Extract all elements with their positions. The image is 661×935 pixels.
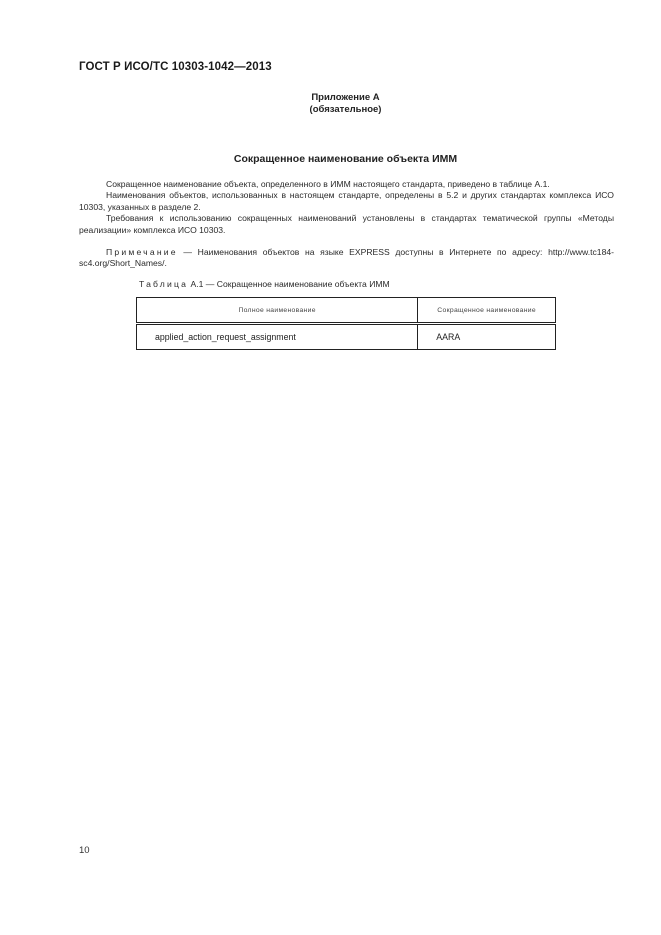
page-number: 10 (79, 845, 90, 856)
document-code: ГОСТ Р ИСО/ТС 10303-1042—2013 (79, 61, 272, 73)
body-paragraphs (79, 179, 614, 236)
appendix-title: Приложение А (311, 92, 380, 103)
table-header-row (137, 298, 556, 324)
cell-full-name: applied_action_request_assignment (137, 324, 418, 350)
table-caption (139, 279, 390, 289)
paragraph: Требования к использованию сокращенных наименований установлены в стандартах тематической группы «Методы реализации» комплекса ИСО 10303. (79, 213, 614, 235)
table-caption-text: А.1 — Сокращенное наименование объекта ИММ (188, 279, 390, 289)
note (79, 247, 614, 270)
header-full-name: Полное наименование (137, 298, 418, 324)
note-label: Примечание (106, 247, 178, 257)
appendix-status: (обязательное) (309, 104, 382, 115)
appendix-heading (0, 92, 661, 116)
paragraph: Наименования объектов, использованных в настоящем стандарте, определены в 5.2 и других стандартах комплекса ИСО 10303, указанных в разделе 2. (79, 190, 614, 212)
paragraph: Сокращенное наименование объекта, определенного в ИММ настоящего стандарта, приведено в таблице А.1. (106, 179, 550, 189)
short-names-table (136, 297, 556, 350)
note-text: — Наименования объектов на языке EXPRESS доступны в Интернете по адресу: http://www.tc184-sc4.org/Short_Names/. (79, 247, 614, 269)
table-caption-label: Таблица (139, 279, 189, 289)
section-title: Сокращенное наименование объекта ИММ (233, 153, 458, 165)
table-row (137, 324, 556, 350)
header-short-name: Сокращенное наименование (418, 298, 556, 324)
cell-short-name: AARA (418, 324, 556, 350)
